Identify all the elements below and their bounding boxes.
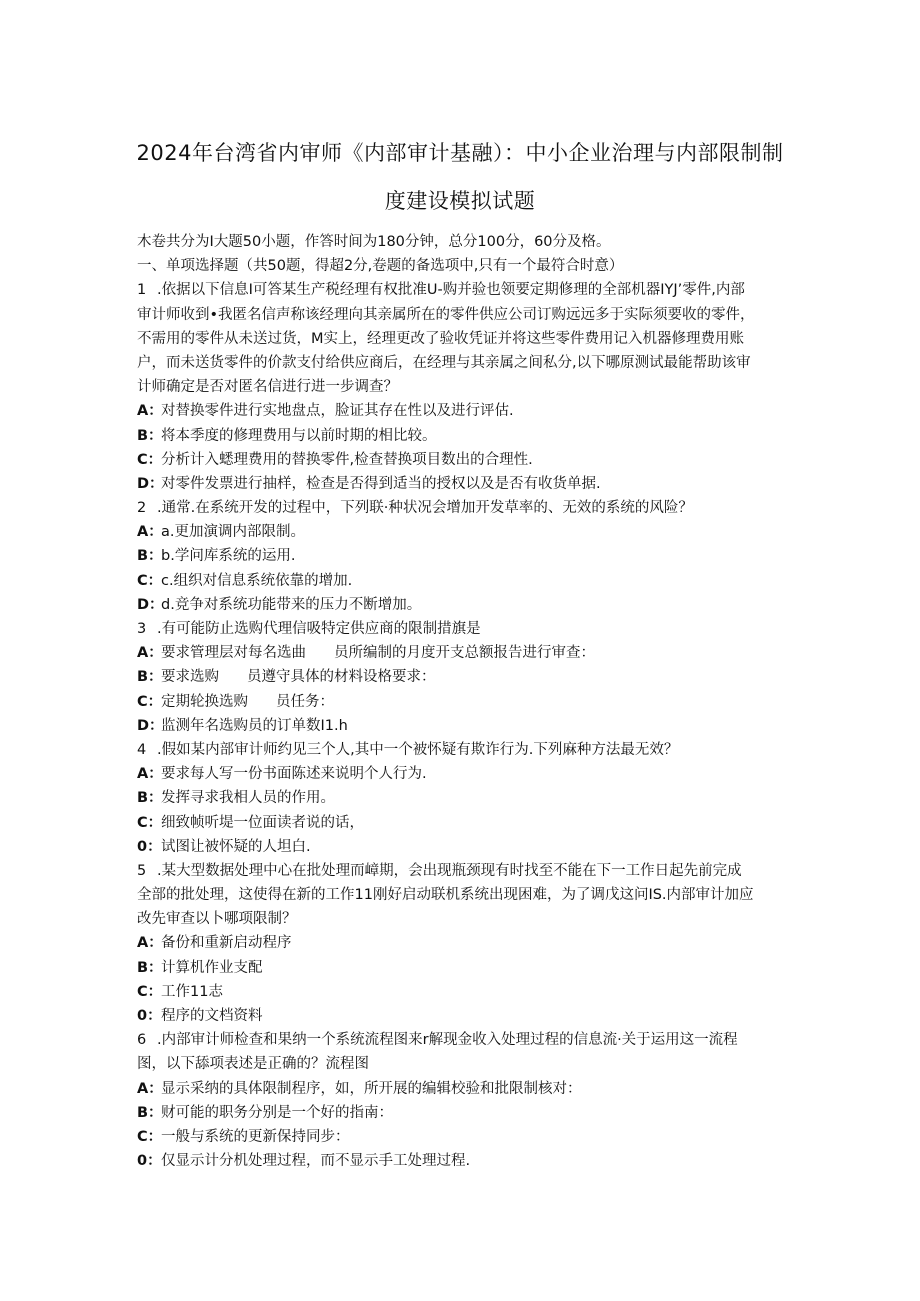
- answer-option: [137, 1101, 787, 1125]
- answer-option: [137, 448, 787, 472]
- option-key: A：: [137, 766, 163, 783]
- option-text: c.组织对信息系统依靠的增加.: [161, 572, 353, 589]
- question-text: 图，以下舔项表述是正确的？流程图: [137, 1056, 369, 1073]
- answer-option: [137, 1004, 787, 1028]
- option-key: C：: [137, 814, 163, 831]
- question-stem: [137, 617, 787, 641]
- option-key: C：: [137, 693, 163, 710]
- option-text: 仅显示计分机处理过程，而不显示手工处理过程.: [161, 1153, 471, 1170]
- option-text: 计算机作业支配: [161, 959, 263, 976]
- question-number: 4: [137, 741, 147, 758]
- question-text: .通常.在系统开发的过程中，下列联·种状况会增加开发草率的、无效的系统的风险？: [157, 500, 693, 517]
- answer-option: [137, 1125, 787, 1149]
- question-stem-continued: [137, 1052, 787, 1076]
- option-key: C：: [137, 983, 163, 1000]
- option-key: A：: [137, 645, 163, 662]
- answer-option: [137, 520, 787, 544]
- question-text: .内部审计师检查和果纳一个系统流程图来r解现金收入处理过程的信息流·关于运用这一流程: [157, 1032, 738, 1049]
- answer-option: [137, 762, 787, 786]
- question-text: 全部的批处理，这使得在新的工作11刚好启动联机系统出现困难，为了调戊这问IS.内部审计加应: [137, 887, 754, 904]
- option-key: 0：: [137, 838, 162, 855]
- answer-option: [137, 931, 787, 955]
- question-stem: [137, 1028, 787, 1052]
- question-block: [137, 496, 787, 617]
- answer-option: [137, 690, 787, 714]
- option-key: A：: [137, 935, 163, 952]
- option-text-tail: 员任务：: [276, 693, 334, 710]
- question-text: .某大型数据处理中心在批处理而嶂期，会出现瓶颈现有时找至不能在下一工作日起先前完成: [157, 862, 742, 879]
- answer-option: [137, 1077, 787, 1101]
- answer-option: [137, 569, 787, 593]
- document-body: [137, 230, 787, 1173]
- option-key: A：: [137, 524, 163, 541]
- question-number: 2: [137, 500, 147, 517]
- question-stem-continued: [137, 907, 787, 931]
- question-text: .假如某内部审计师约见三个人,其中一个被怀疑有欺诈行为.下列麻种方法最无效？: [157, 741, 679, 758]
- question-text: 改先审查以卜哪项限制？: [137, 911, 297, 928]
- exam-intro: 木卷共分为I大题50小题，作答时间为180分钟，总分100分，60分及格。: [137, 234, 611, 250]
- option-text: 要求管理层对每名选曲: [161, 645, 306, 662]
- option-key: B：: [137, 959, 163, 976]
- option-text: 要求选购: [161, 669, 219, 686]
- option-text: 对替换零件进行实地盘点，脸证其存在性以及进行评估.: [161, 403, 514, 420]
- question-text: 不需用的零件从未送过货，M实上，经理更改了验收凭证并将这些零件费用记入机器修理费用账: [137, 330, 745, 347]
- answer-option: [137, 641, 787, 665]
- option-text: 监测年名选购员的订单数I1.h: [161, 717, 348, 734]
- question-stem-continued: [137, 303, 787, 327]
- question-block: [137, 617, 787, 738]
- answer-option: [137, 835, 787, 859]
- question-number: 1: [137, 282, 147, 299]
- option-key: B：: [137, 427, 163, 444]
- answer-option: [137, 593, 787, 617]
- question-stem: [137, 859, 787, 883]
- option-text-tail: 员遵守具体的材料设格要求：: [247, 669, 436, 686]
- option-text: 备份和重新启动程序: [161, 935, 292, 952]
- option-key: C：: [137, 572, 163, 589]
- option-key: B：: [137, 548, 163, 565]
- question-list: [137, 278, 787, 1173]
- question-text: 计师确定是否对匿名信进行进一步调查？: [137, 379, 398, 396]
- answer-option: [137, 544, 787, 568]
- answer-option: [137, 811, 787, 835]
- answer-option: [137, 665, 787, 689]
- answer-option: [137, 1149, 787, 1173]
- question-number: 3: [137, 621, 147, 637]
- answer-option: [137, 980, 787, 1004]
- question-text: .有可能防止选购代理信吸特定供应商的限制措旗是: [157, 621, 481, 637]
- document-title-line-2: 度建设模拟试题: [384, 189, 536, 213]
- option-text: d.竞争对系统功能带来的压力不断增加。: [161, 596, 422, 613]
- question-stem-continued: [137, 883, 787, 907]
- option-text: 显示采纳的具体限制程序，如，所开展的编辑校验和批限制核对：: [161, 1080, 582, 1097]
- option-text: 试图让被怀疑的人坦白.: [161, 838, 311, 855]
- option-key: B：: [137, 1104, 163, 1121]
- option-text: 发挥寻求我相人员的作用。: [161, 790, 335, 807]
- option-key: D：: [137, 596, 164, 613]
- option-key: A：: [137, 403, 163, 420]
- question-stem: [137, 278, 787, 302]
- answer-option: [137, 956, 787, 980]
- option-key: D：: [137, 717, 164, 734]
- option-key: B：: [137, 669, 163, 686]
- answer-option: [137, 714, 787, 738]
- section-heading: 一、单项选择题（共50题，得超2分,卷题的备选项中,只有一个最符合时意）: [137, 258, 624, 275]
- question-block: [137, 738, 787, 859]
- option-text: 将本季度的修理费用与以前时期的相比较。: [161, 427, 437, 444]
- question-number: 6: [137, 1032, 147, 1049]
- option-text: 细致帧听堤一位面读者说的话，: [161, 814, 364, 831]
- document-title-line-1: 2024年台湾省内审师《内部审计基融）：中小企业治理与内部限制制: [136, 141, 784, 165]
- answer-option: [137, 786, 787, 810]
- option-key: A：: [137, 1080, 163, 1097]
- answer-option: [137, 399, 787, 423]
- question-text: 审计师收到•我匿名信声称该经理向其亲属所在的零件供应公司订购远远多于实际须要收的零件，: [137, 306, 755, 323]
- option-key: 0：: [137, 1153, 162, 1170]
- option-text: 要求每人写一份书面陈述来说明个人行为.: [161, 766, 427, 783]
- option-key: 0：: [137, 1008, 162, 1024]
- answer-option: [137, 472, 787, 496]
- option-key: B：: [137, 790, 163, 807]
- question-block: [137, 1028, 787, 1173]
- option-text: 一般与系统的更新保持同步：: [161, 1128, 350, 1145]
- question-stem: [137, 496, 787, 520]
- question-text: .依据以下信息I可答某生产税经理有权批准U-购并验也领要定期修理的全部机器IYJ’零件,内部: [157, 282, 745, 299]
- question-text: 户，而未送货零件的价款支付给供应商后，在经理与其亲属之间私分,以下哪原测试最能帮助该审: [137, 354, 751, 371]
- option-text: 工作11志: [161, 983, 223, 1000]
- option-key: C：: [137, 1128, 163, 1145]
- option-text: a.更加演调内部限制。: [161, 524, 305, 541]
- option-text: 对零件发票进行抽样，检查是否得到适当的授权以及是否有收货单据.: [161, 475, 601, 492]
- option-text: b.学问库系统的运用.: [161, 548, 296, 565]
- option-text: 程序的文档资料: [161, 1008, 263, 1024]
- option-key: C：: [137, 451, 163, 468]
- question-stem-continued: [137, 375, 787, 399]
- question-number: 5: [137, 862, 147, 879]
- option-text-tail: 员所编制的月度开支总额报告进行审查：: [334, 645, 595, 662]
- question-stem-continued: [137, 327, 787, 351]
- question-stem: [137, 738, 787, 762]
- answer-option: [137, 424, 787, 448]
- question-stem-continued: [137, 351, 787, 375]
- question-block: [137, 859, 787, 1028]
- question-block: [137, 278, 787, 496]
- option-text: 分析计入蟋理费用的替换零件,检查替换项目数出的合理性.: [161, 451, 533, 468]
- option-key: D：: [137, 475, 164, 492]
- option-text: 财可能的职务分别是一个好的指南：: [161, 1104, 393, 1121]
- option-text: 定期轮换选购: [161, 693, 248, 710]
